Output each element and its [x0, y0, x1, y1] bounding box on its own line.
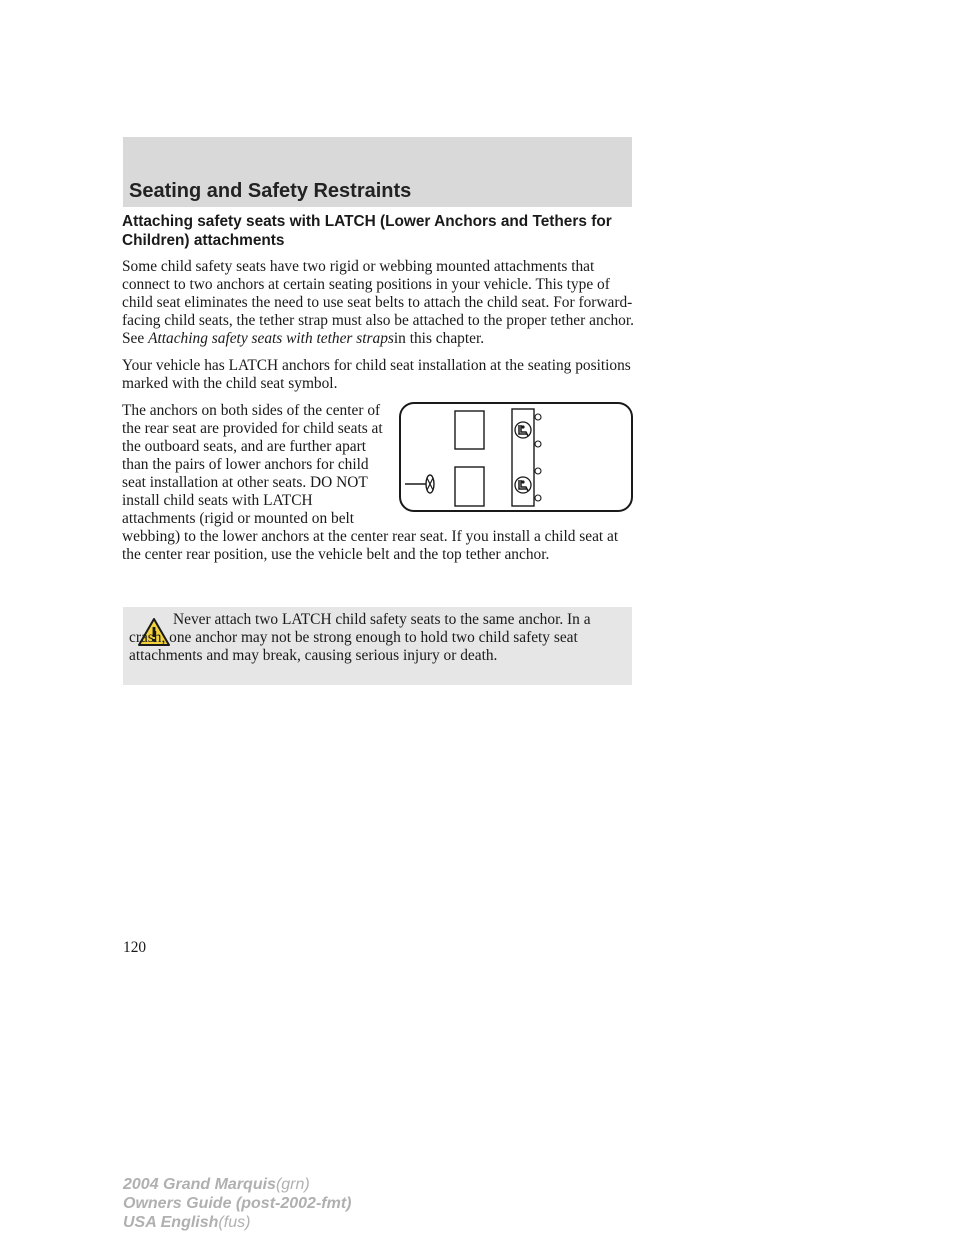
vehicle-seat-diagram	[396, 400, 636, 514]
footer-line-model	[123, 1175, 351, 1194]
lower-anchor-icon	[535, 495, 541, 501]
paragraph-center-anchors: The anchors on both sides of the center of the rear seat are provided for child seats at the outboard seats, and are further apart than the pairs of lower anchors for child seat installation at other seats. DO NOT install child seats with LATCH attachments (rigid or mounted on belt webbing) to the lower anchors at the center rear seat. If you install a child seat at the center rear position, use the vehicle belt and the top tether anchor.	[122, 402, 619, 563]
footer-model: 2004 Grand Marquis	[123, 1176, 276, 1193]
latch-anchor-diagram	[396, 400, 636, 514]
footer-language-code: (fus)	[218, 1214, 251, 1231]
footer-guide: Owners Guide (post-2002-fmt)	[123, 1195, 352, 1212]
footer-line-language	[123, 1213, 351, 1232]
front-seat-right	[455, 467, 484, 506]
lower-anchor-icon	[535, 468, 541, 474]
footer-language: USA English	[123, 1214, 219, 1231]
chapter-header	[123, 137, 632, 207]
cross-reference-link: Attaching safety seats with tether straps	[148, 330, 394, 347]
lower-anchor-icon	[535, 441, 541, 447]
paragraph-latch-intro-end: in this chapter.	[393, 330, 485, 347]
page-number: 120	[123, 939, 147, 956]
rear-bench-seat	[512, 409, 534, 506]
paragraph-latch-intro	[122, 258, 636, 348]
front-seat-left	[455, 411, 484, 449]
document-footer	[123, 1175, 351, 1232]
vehicle-outline	[400, 403, 632, 511]
footer-model-code: (grn)	[275, 1176, 310, 1193]
warning-box	[123, 607, 632, 685]
section-heading: Attaching safety seats with LATCH (Lower Anchors and Tethers for Children) attachments	[122, 213, 612, 249]
child-seat-symbol-icon	[515, 477, 531, 493]
main-content	[122, 212, 636, 573]
lower-anchor-icon	[535, 414, 541, 420]
child-seat-symbol-icon	[515, 422, 531, 438]
paragraph-latch-intro-text: Some child safety seats have two rigid or webbing mounted attachments that connect to two anchors at certain seating positions in your vehicle. This type of child seat eliminates the need to use seat belts to attach the child seat. For forward-facing child seats, the tether strap must also be attached to the proper tether anchor. See	[122, 258, 634, 347]
chapter-title: Seating and Safety Restraints	[129, 180, 412, 202]
paragraph-anchor-locations: Your vehicle has LATCH anchors for child seat installation at the seating positions marked with the child seat symbol.	[122, 357, 631, 392]
warning-text: Never attach two LATCH child safety seats to the same anchor. In a crash, one anchor may not be strong enough to hold two child safety seat attachments and may break, causing serious injury or death.	[129, 611, 591, 664]
